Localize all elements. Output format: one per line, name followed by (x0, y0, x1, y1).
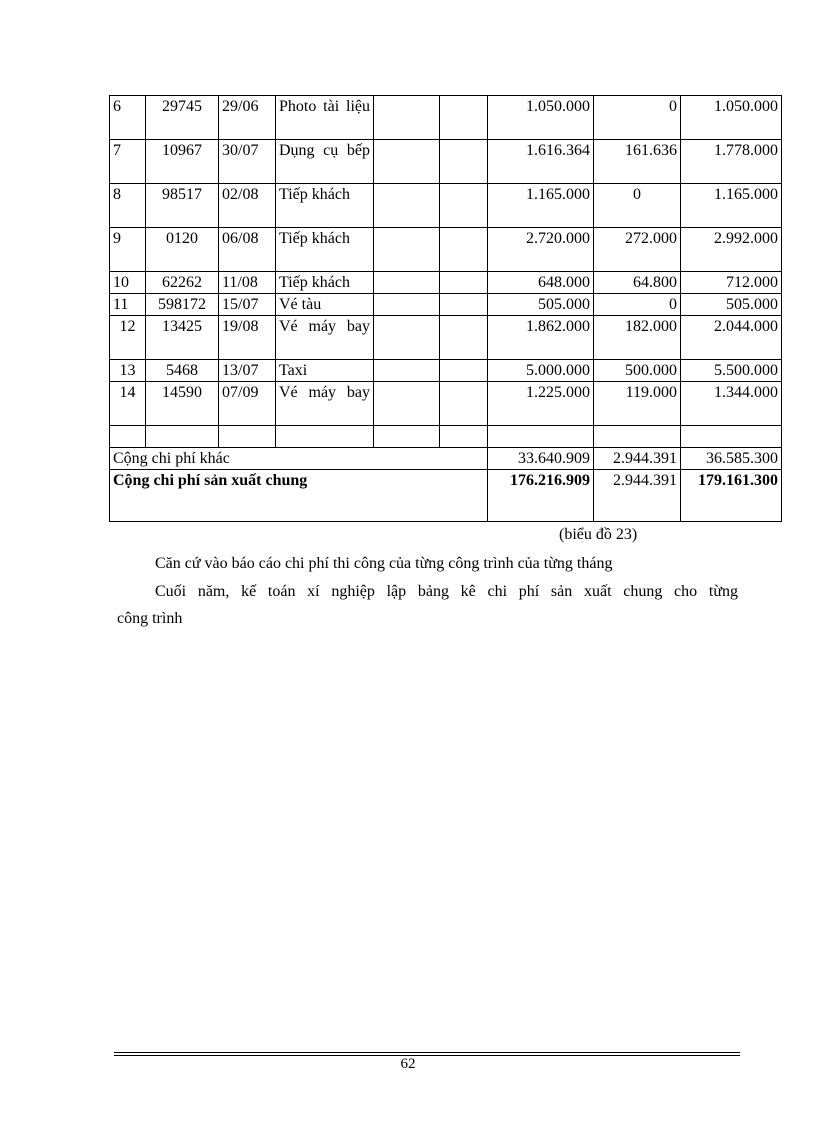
row-no: 14 (110, 382, 146, 426)
invoice-number: 98517 (146, 184, 219, 228)
empty-cell (374, 360, 440, 382)
amount-cell: 1.616.364 (488, 140, 594, 184)
total-cell: 712.000 (681, 272, 782, 294)
empty-cell (374, 184, 440, 228)
empty-cell (374, 272, 440, 294)
table-row (110, 360, 782, 382)
empty-cell (440, 140, 488, 184)
row-no: 11 (110, 294, 146, 316)
table-row (110, 96, 782, 140)
invoice-date: 11/08 (219, 272, 276, 294)
empty-cell (440, 382, 488, 426)
table-row (110, 184, 782, 228)
empty-cell (374, 140, 440, 184)
empty-cell (488, 426, 594, 448)
empty-cell (440, 184, 488, 228)
empty-cell (374, 316, 440, 360)
table-row (110, 228, 782, 272)
empty-cell (374, 382, 440, 426)
total-cell: 2.044.000 (681, 316, 782, 360)
vat-cell: 0 (594, 294, 681, 316)
total-cell: 1.778.000 (681, 140, 782, 184)
subtotal-label: Cộng chi phí khác (110, 448, 488, 470)
empty-cell (440, 360, 488, 382)
row-no: 9 (110, 228, 146, 272)
row-no: 6 (110, 96, 146, 140)
invoice-date: 29/06 (219, 96, 276, 140)
table-row (110, 316, 782, 360)
total-cell: 505.000 (681, 294, 782, 316)
invoice-number: 0120 (146, 228, 219, 272)
empty-cell (594, 426, 681, 448)
grand-total-row (110, 470, 782, 522)
paragraph-2: Cuối năm, kế toán xí nghiệp lập bảng kê chi phí sản xuất chung cho từng (155, 583, 738, 600)
invoice-number: 598172 (146, 294, 219, 316)
total-cell: 1.344.000 (681, 382, 782, 426)
vat-cell: 182.000 (594, 316, 681, 360)
invoice-number: 10967 (146, 140, 219, 184)
expense-description: Vé máy bay (276, 382, 374, 426)
empty-cell (681, 426, 782, 448)
empty-cell (374, 294, 440, 316)
invoice-number: 13425 (146, 316, 219, 360)
amount-cell: 505.000 (488, 294, 594, 316)
expense-description: Vé tàu (276, 294, 374, 316)
vat-cell: 500.000 (594, 360, 681, 382)
empty-cell (374, 96, 440, 140)
empty-cell (374, 426, 440, 448)
invoice-date: 13/07 (219, 360, 276, 382)
invoice-number: 14590 (146, 382, 219, 426)
amount-cell: 1.050.000 (488, 96, 594, 140)
grand-total-total: 179.161.300 (681, 470, 782, 522)
vat-cell: 161.636 (594, 140, 681, 184)
amount-cell: 648.000 (488, 272, 594, 294)
empty-cell (276, 426, 374, 448)
empty-cell (440, 316, 488, 360)
table-row (110, 272, 782, 294)
empty-cell (440, 228, 488, 272)
invoice-number: 29745 (146, 96, 219, 140)
paragraph-1: Căn cứ vào báo cáo chi phí thi công của từng công trình của từng tháng (155, 555, 613, 572)
expense-description: Tiếp khách (276, 272, 374, 294)
empty-cell (440, 426, 488, 448)
expense-table (109, 95, 782, 522)
empty-cell (440, 96, 488, 140)
empty-cell (110, 426, 146, 448)
grand-total-amount: 176.216.909 (488, 470, 594, 522)
invoice-date: 19/08 (219, 316, 276, 360)
invoice-number: 5468 (146, 360, 219, 382)
grand-total-vat: 2.944.391 (594, 470, 681, 522)
page-number: 62 (400, 1056, 416, 1072)
total-cell: 5.500.000 (681, 360, 782, 382)
row-no: 8 (110, 184, 146, 228)
table-row (110, 140, 782, 184)
vat-cell: 272.000 (594, 228, 681, 272)
expense-description: Tiếp khách (276, 184, 374, 228)
amount-cell: 1.165.000 (488, 184, 594, 228)
invoice-number: 62262 (146, 272, 219, 294)
amount-cell: 2.720.000 (488, 228, 594, 272)
total-cell: 2.992.000 (681, 228, 782, 272)
expense-description: Photo tài liệu (276, 96, 374, 140)
expense-description: Dụng cụ bếp (276, 140, 374, 184)
amount-cell: 1.225.000 (488, 382, 594, 426)
paragraph-3: công trình (117, 610, 183, 627)
subtotal-total: 36.585.300 (681, 448, 782, 470)
amount-cell: 5.000.000 (488, 360, 594, 382)
total-cell: 1.165.000 (681, 184, 782, 228)
row-no: 12 (110, 316, 146, 360)
grand-total-label: Cộng chi phí sản xuất chung (110, 470, 488, 522)
row-no: 7 (110, 140, 146, 184)
subtotal-amount: 33.640.909 (488, 448, 594, 470)
vat-cell: 64.800 (594, 272, 681, 294)
invoice-date: 02/08 (219, 184, 276, 228)
vat-cell: 0 (594, 96, 681, 140)
empty-row (110, 426, 782, 448)
vat-cell: 119.000 (594, 382, 681, 426)
figure-caption: (biểu đồ 23) (559, 526, 638, 543)
total-cell: 1.050.000 (681, 96, 782, 140)
expense-description: Vé máy bay (276, 316, 374, 360)
empty-cell (146, 426, 219, 448)
table-row (110, 294, 782, 316)
row-no: 13 (110, 360, 146, 382)
empty-cell (374, 228, 440, 272)
subtotal-vat: 2.944.391 (594, 448, 681, 470)
invoice-date: 07/09 (219, 382, 276, 426)
footer-rule (114, 1052, 740, 1053)
expense-description: Tiếp khách (276, 228, 374, 272)
invoice-date: 30/07 (219, 140, 276, 184)
expense-description: Taxi (276, 360, 374, 382)
invoice-date: 15/07 (219, 294, 276, 316)
invoice-date: 06/08 (219, 228, 276, 272)
empty-cell (440, 272, 488, 294)
vat-cell: 0 (594, 184, 681, 228)
empty-cell (440, 294, 488, 316)
subtotal-row (110, 448, 782, 470)
table-row (110, 382, 782, 426)
row-no: 10 (110, 272, 146, 294)
empty-cell (219, 426, 276, 448)
amount-cell: 1.862.000 (488, 316, 594, 360)
